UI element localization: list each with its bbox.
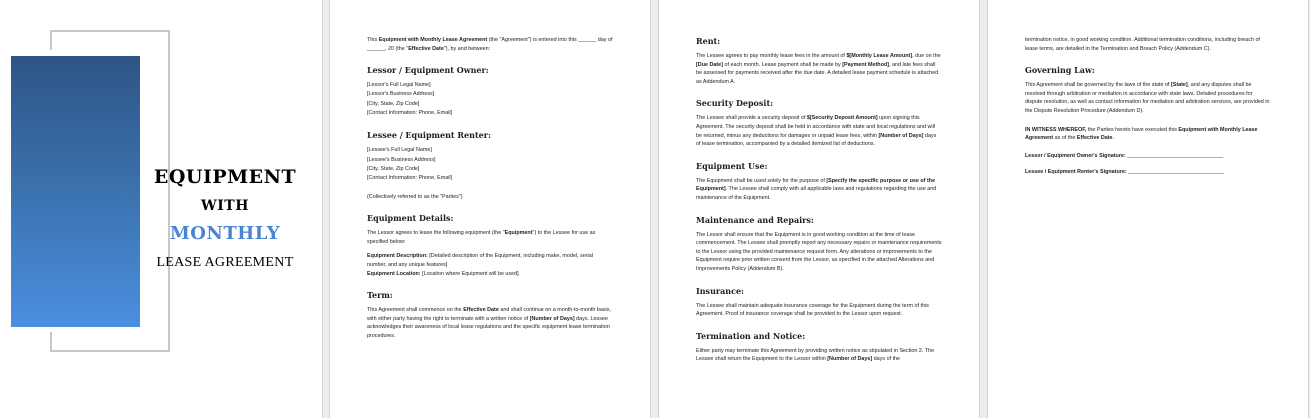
term-paragraph: This Agreement shall commence on the Effective Date and shall continue on a month-to-month basis, with either party having the right to terminate with a written notice of [Number of Days] days. Lessee acknowledges their awareness of local lease regulations and the specific equipment lease termination procedures.	[367, 307, 611, 339]
term-heading: Term:	[367, 290, 393, 301]
lessor-heading: Lessor / Equipment Owner:	[367, 65, 489, 76]
owner-signature-line[interactable]: Lessor / Equipment Owner's Signature: ________________________________	[1025, 152, 1224, 159]
intro-paragraph: This Equipment with Monthly Lease Agreement (the "Agreement") is entered into this ______ day of ______, 20 (the "Effective Date"), by and between:	[367, 37, 613, 52]
cover-blue-block	[11, 56, 140, 327]
lessor-address-block: [Lessor's Full Legal Name] [Lessor's Business Address] [City, State, Zip Code] [Contact Information: Phone, Email]	[367, 82, 453, 117]
lessee-address-block: [Lessee's Full Legal Name] [Lessee's Business Address] [City, State, Zip Code] [Contact Information: Phone, Email]	[367, 147, 453, 182]
witness-paragraph: IN WITNESS WHEREOF, the Parties hereto have executed this Equipment with Monthly Lease Agreement as of the Effective Date.	[1025, 126, 1258, 142]
termination-continued-paragraph: termination notice, in good working condition. Additional termination conditions, including breach of lease terms, are detailed in the Termination and Breach Policy (Addendum C).	[1025, 37, 1260, 52]
termination-paragraph: Either party may terminate this Agreement by providing written notice as stipulated in Section 2. The Lessee shall return the Equipment to the Lessor within [Number of Days] days of the	[696, 347, 935, 363]
termination-heading: Termination and Notice:	[696, 330, 806, 341]
insurance-heading: Insurance:	[696, 285, 745, 296]
cover-title-line2: WITH	[201, 198, 249, 214]
governing-law-heading: Governing Law:	[1025, 65, 1095, 76]
page-3	[659, 0, 979, 418]
parties-note: (Collectively referred to as the "Parties")	[367, 193, 463, 200]
maintenance-heading: Maintenance and Repairs:	[696, 214, 814, 225]
equipment-location: Equipment Location: [Location where Equipment will be used]	[367, 270, 519, 277]
rent-paragraph: The Lessee agrees to pay monthly lease fees in the amount of $[Monthly Lease Amount], due on the [Due Date] of each month. Lease payment shall be made by [Payment Method], and late fees shall be assessed for payments received after the due date. A detailed lease payment schedule is attached as Addendum A.	[696, 53, 941, 85]
equipment-details-paragraph: The Lessor agrees to lease the following equipment (the "Equipment") to the Lessee for use as specified below:	[367, 230, 596, 245]
equipment-description: Equipment Description: [Detailed description of the Equipment, including make, model, serial number, and any unique features]	[367, 253, 593, 268]
page-2	[330, 0, 650, 418]
page-4	[988, 0, 1308, 418]
equipment-details-heading: Equipment Details:	[367, 213, 454, 224]
security-deposit-heading: Security Deposit:	[696, 98, 774, 109]
cover-title-line1: EQUIPMENT	[153, 166, 297, 188]
page-cover	[0, 0, 322, 418]
lessee-heading: Lessee / Equipment Renter:	[367, 130, 491, 141]
rent-heading: Rent:	[696, 36, 721, 46]
cover-title-line3: MONTHLY	[169, 223, 281, 244]
security-deposit-paragraph: The Lessee shall provide a security deposit of $[Security Deposit Amount] upon signing this Agreement. The security deposit shall be held in accordance with state and local regulations and will be returned, minus any deductions for damages or unpaid lease fees, within [Number of Days] days of lease termination, accompanied by a detailed itemized list of deductions.	[696, 115, 937, 148]
cover-title-line4: LEASE AGREEMENT	[156, 255, 294, 270]
equipment-use-paragraph: The Equipment shall be used solely for the purpose of [Specify the specific purpose or use of the Equipment]. The Lessee shall comply with all applicable laws and regulations regarding the use and maintenance of the Equipment.	[696, 177, 937, 201]
equipment-use-heading: Equipment Use:	[696, 160, 768, 171]
insurance-paragraph: The Lessee shall maintain adequate insurance coverage for the Equipment during the term of this Agreement. Proof of insurance coverage shall be provided to the Lessor upon request.	[696, 302, 929, 318]
governing-law-paragraph: This Agreement shall be governed by the laws of the state of [State], and any disputes shall be resolved through arbitration or mediation in accordance with state laws. Detailed procedures for dispute resolution, as well as contact information for mediation and arbitration services, are provided in the Dispute Resolution Procedure (Addendum D).	[1025, 82, 1270, 114]
renter-signature-line[interactable]: Lessee / Equipment Renter's Signature: ________________________________	[1025, 168, 1225, 175]
maintenance-paragraph: The Lessor shall ensure that the Equipment is in good working condition at the time of lease commencement. The Lessee shall promptly report any necessary repairs or maintenance requirements to the Lessor using the provided maintenance request form. Any alterations or improvements to the Equipment require prior written consent from the Lessor, as specified in the attached Alterations and Improvements Policy (Addendum B).	[696, 231, 942, 272]
